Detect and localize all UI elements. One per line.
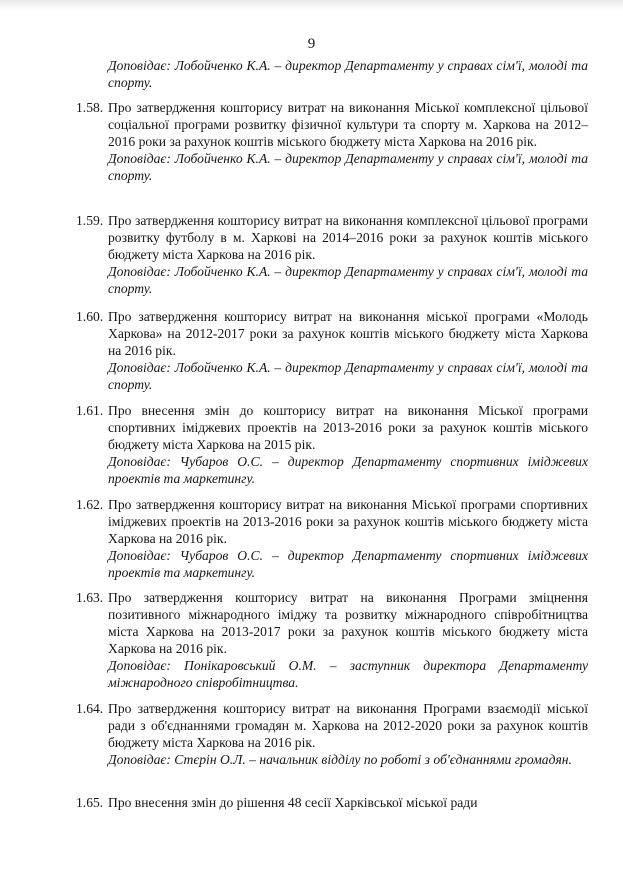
item-speaker: Доповідає: Лобойченко К.А. – директор Департаменту у справах сім'ї, молоді та спорту. bbox=[108, 264, 588, 296]
item-number: 1.62. bbox=[76, 497, 104, 512]
agenda-item-1-63 bbox=[76, 589, 588, 691]
item-number: 1.61. bbox=[76, 403, 104, 418]
item-title: Про внесення змін до кошторису витрат на виконання Міської програми спортивних іміджевих проектів на 2013-2016 роки за рахунок коштів міського бюджету міста Харкова на 2015 рік. bbox=[108, 403, 588, 452]
item-title: Про внесення змін до рішення 48 сесії Харківської міської ради bbox=[108, 795, 478, 810]
lead-speaker: Доповідає: Лобойченко К.А. – директор Департаменту у справах сім'ї, молоді та спорту. bbox=[108, 58, 588, 90]
item-title: Про затвердження кошторису витрат на виконання Міської програми спортивних іміджевих проектів на 2013-2016 роки за рахунок коштів міського бюджету міста Харкова на 2016 рік. bbox=[108, 497, 588, 546]
page-number: 9 bbox=[307, 36, 316, 52]
item-number: 1.64. bbox=[76, 701, 104, 716]
agenda-item-1-61 bbox=[76, 402, 588, 487]
item-title: Про затвердження кошторису витрат на виконання Міської комплексної цільової соціальної програми розвитку фізичної культури та спорту м. Харкова на 2012–2016 роки за рахунок коштів міського бюджету міста Харкова на 2016 рік. bbox=[108, 100, 588, 149]
item-speaker: Доповідає: Стєрін О.Л. – начальник відділу по роботі з об'єднаннями громадян. bbox=[108, 752, 572, 767]
item-speaker: Доповідає: Чубаров О.С. – директор Департаменту спортивних іміджевих проектів та маркетингу. bbox=[108, 548, 588, 580]
item-title: Про затвердження кошторису витрат на виконання Програми зміцнення позитивного міжнародного іміджу та розвитку міжнародного співробітництва міста Харкова на 2013-2017 роки за рахунок коштів міського бюджету міста Харкова на 2016 рік. bbox=[108, 590, 588, 656]
item-number: 1.59. bbox=[76, 213, 104, 228]
agenda-item-1-60 bbox=[76, 308, 588, 393]
item-speaker: Доповідає: Лобойченко К.А. – директор Департаменту у справах сім'ї, молоді та спорту. bbox=[108, 151, 588, 183]
item-number: 1.63. bbox=[76, 590, 104, 605]
item-title: Про затвердження кошторису витрат на виконання міської програми «Молодь Харкова» на 2012-2017 роки за рахунок коштів міського бюджету міста Харкова на 2016 рік. bbox=[108, 309, 588, 358]
item-speaker: Доповідає: Лобойченко К.А. – директор Департаменту у справах сім'ї, молоді та спорту. bbox=[108, 360, 588, 392]
item-title: Про затвердження кошторису витрат на виконання комплексної цільової програми розвитку футболу в м. Харкові на 2014–2016 роки за рахунок коштів міського бюджету міста Харкова на 2016 рік. bbox=[108, 213, 588, 262]
agenda-item-1-65 bbox=[76, 794, 588, 811]
agenda-item-1-59 bbox=[76, 212, 588, 297]
agenda-item-1-64 bbox=[76, 700, 588, 768]
agenda-item-1-58 bbox=[76, 99, 588, 184]
item-speaker: Доповідає: Понікаровський О.М. – заступник директора Департаменту міжнародного співробітництва. bbox=[108, 658, 588, 690]
agenda-item-1-62 bbox=[76, 496, 588, 581]
scan-shadow bbox=[0, 0, 623, 10]
item-speaker: Доповідає: Чубаров О.С. – директор Департаменту спортивних іміджевих проектів та маркетингу. bbox=[108, 454, 588, 486]
item-number: 1.60. bbox=[76, 309, 104, 324]
item-title: Про затвердження кошторису витрат на виконання Програми взаємодії міської ради з об'єднаннями громадян м. Харкова на 2012-2020 роки за рахунок коштів бюджету міста Харкова на 2016 рік. bbox=[108, 701, 588, 750]
item-number: 1.65. bbox=[76, 795, 104, 810]
item-number: 1.58. bbox=[76, 100, 104, 115]
